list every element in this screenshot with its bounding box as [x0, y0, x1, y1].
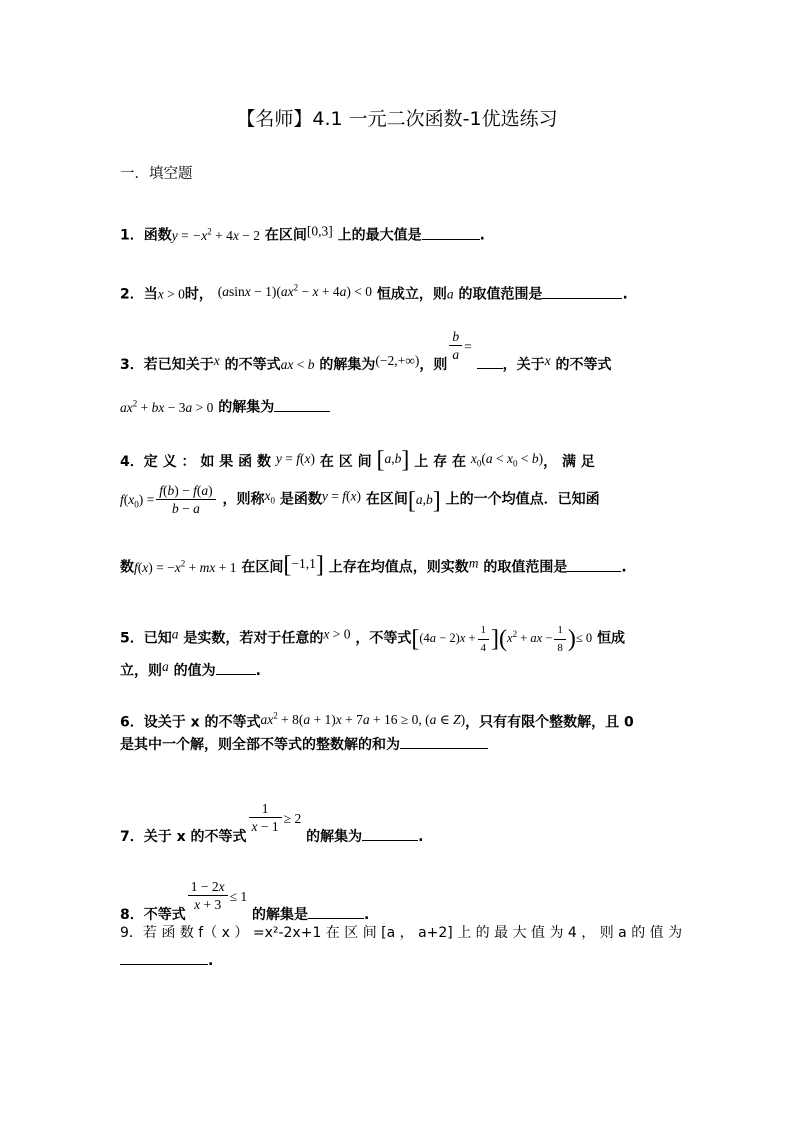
math-expression: (−2,+∞) [375, 353, 420, 368]
question-text: 的不等式 [555, 357, 612, 373]
question-2 [120, 276, 676, 306]
question-number: 8． [120, 907, 144, 923]
math-expression: a [162, 659, 169, 674]
math-expression: x > 0 [323, 626, 351, 642]
question-text: 若已知关于 [143, 357, 214, 373]
fraction-inequality: $\frac{1 - 2x}{x + 3}$ [188, 878, 228, 913]
math-expression: ≤ 1 [229, 889, 248, 904]
page-title: 【名师】4.1 一元二次函数-1优选练习 [236, 108, 558, 130]
question-text: . [418, 829, 424, 845]
question-9-continued [120, 950, 676, 972]
answer-blank[interactable] [120, 952, 208, 965]
question-text: 的值为 [173, 663, 216, 679]
math-expression: ≥ 2 [283, 811, 302, 826]
question-text: . [255, 663, 261, 679]
question-3-continued [120, 392, 676, 419]
answer-blank[interactable] [362, 828, 418, 841]
math-expression: ax < b [280, 357, 315, 372]
question-5 [120, 622, 676, 657]
question-text: 数 [120, 559, 134, 576]
question-text: 上的一个均值点．已知函 [445, 491, 600, 508]
question-9 [120, 922, 683, 944]
question-text: . [364, 907, 370, 923]
fraction-mean-value: $\frac{f(b) - f(a)}{b - a}$ [156, 482, 215, 517]
question-text: 时， [184, 286, 213, 303]
question-text: . [208, 953, 214, 969]
question-text: 是其中一个解，则全部不等式的整数解的和为 [120, 737, 400, 753]
math-expression: y = f(x) [275, 451, 316, 466]
answer-blank[interactable] [477, 356, 503, 369]
question-text: 上 存 在 [414, 454, 467, 470]
question-text: 的解集为 [306, 829, 363, 845]
question-text: . [621, 559, 627, 576]
question-1 [120, 220, 676, 247]
question-text: . [479, 227, 485, 244]
question-number: 5． [120, 630, 144, 647]
question-number: 9． [120, 925, 143, 941]
question-8 [120, 878, 676, 926]
question-text: 当 [143, 286, 158, 303]
fraction-one-over-x-minus-one: $\frac{1}{x - 1}$ [249, 800, 282, 835]
question-text: 的解集为 [319, 357, 376, 373]
math-expression: x [213, 353, 220, 368]
question-number: 7． [120, 829, 144, 845]
math-expression: x > 0 [157, 286, 185, 302]
math-expression: a [446, 286, 454, 302]
question-6 [120, 704, 676, 734]
question-text: 的解集是 [252, 907, 309, 923]
math-expression: [a,b] [407, 487, 441, 514]
question-text: ，不等式 [355, 630, 412, 647]
question-text: ，关于 [502, 357, 545, 373]
math-expression: [0,3] [306, 223, 333, 239]
section-heading: 一．填空题 [120, 166, 193, 182]
question-text: 的解集为 [218, 399, 275, 416]
question-number: 6． [120, 714, 144, 731]
question-5-continued [120, 656, 676, 682]
answer-blank[interactable] [308, 906, 364, 919]
math-expression: $ax^2$ + bx − 3a > 0 [120, 398, 214, 415]
question-text: 定 义 ： 如 果 函 数 [143, 454, 271, 470]
math-expression: $x_0$ [264, 487, 276, 506]
question-text: 关于 x 的不等式 [143, 829, 247, 845]
math-expression: [−1,1] [283, 551, 324, 578]
question-text: 是实数，若对于任意的 [183, 630, 324, 647]
question-number: 4． [120, 454, 144, 470]
question-text: 上存在均值点，则实数 [328, 559, 469, 576]
answer-blank[interactable] [274, 399, 330, 412]
answer-blank[interactable] [422, 227, 480, 240]
math-expression: $(asinx - 1)(ax^2 - x + 4a) < 0$ [217, 282, 372, 299]
question-text: ，则称 [222, 491, 265, 508]
question-text: 是函数 [279, 491, 322, 508]
question-text: 已知 [143, 630, 172, 647]
question-text: 恒成立，则 [376, 286, 447, 303]
question-text: 恒成 [597, 630, 625, 647]
math-expression: $f(x) = -x^2$ + mx + 1 [134, 558, 237, 575]
math-expression: $x_0(a < x_0 < b)$ [470, 451, 544, 469]
answer-blank[interactable] [567, 559, 621, 572]
fraction-b-over-a: $\frac{b}{a}$ [449, 328, 462, 363]
question-4-continued [120, 482, 676, 517]
question-text: ，则 [419, 357, 448, 373]
question-text: 函数 [143, 227, 172, 244]
question-text: 立，则 [120, 663, 162, 679]
question-4 [120, 448, 676, 475]
question-number: 2． [120, 286, 144, 303]
question-7 [120, 800, 676, 848]
question-4-continued [120, 552, 676, 579]
question-text: 若 函 数 f（ x ） =x²-2x+1 在 区 间 [a ， a+2] 上 的 最 大 值 为 4 ， 则 a 的 值 为 [142, 925, 683, 941]
math-expression: $y = -x^2 + 4x - 2$ [171, 226, 260, 243]
math-expression: = [464, 339, 472, 354]
question-number: 1． [120, 227, 144, 244]
question-text: 的取值范围是 [458, 286, 543, 303]
question-text: 的取值范围是 [483, 559, 568, 576]
question-text: 不等式 [143, 907, 186, 923]
question-number: 3． [120, 357, 144, 373]
question-text: 设关于 x 的不等式 [143, 714, 261, 731]
math-expression: m [468, 555, 479, 571]
math-expression: [(4a − 2)x + $\frac{1}{4}$ ]($x^2$ + ax − $\frac{1}{8}$ )≤ 0 [411, 624, 593, 654]
question-text: 在 区 间 [319, 454, 372, 470]
math-expression: a [171, 626, 179, 642]
math-expression: x [544, 353, 551, 368]
question-text: 在区间 [264, 227, 307, 244]
answer-blank[interactable] [542, 286, 622, 299]
question-text: ， 满 足 [543, 454, 595, 470]
answer-blank[interactable] [216, 662, 256, 675]
math-expression: $ax^2 + 8(a + 1)x + 7a + 16 \ge 0$, (a ∈ Z) [260, 710, 466, 727]
question-text: 上的最大值是 [337, 227, 422, 244]
question-3 [120, 328, 676, 375]
question-text: 的不等式 [224, 357, 281, 373]
math-expression: $f(x_0)$ = [120, 491, 155, 510]
question-text: 在区间 [365, 491, 408, 508]
math-expression: [a,b] [376, 446, 410, 473]
question-text: . [622, 286, 628, 303]
question-text: 在区间 [241, 559, 284, 576]
answer-blank[interactable] [400, 736, 488, 749]
question-6-continued [120, 734, 676, 756]
math-expression: y = f(x) [321, 488, 362, 504]
question-text: ，只有有限个整数解，且 0 [465, 714, 634, 731]
